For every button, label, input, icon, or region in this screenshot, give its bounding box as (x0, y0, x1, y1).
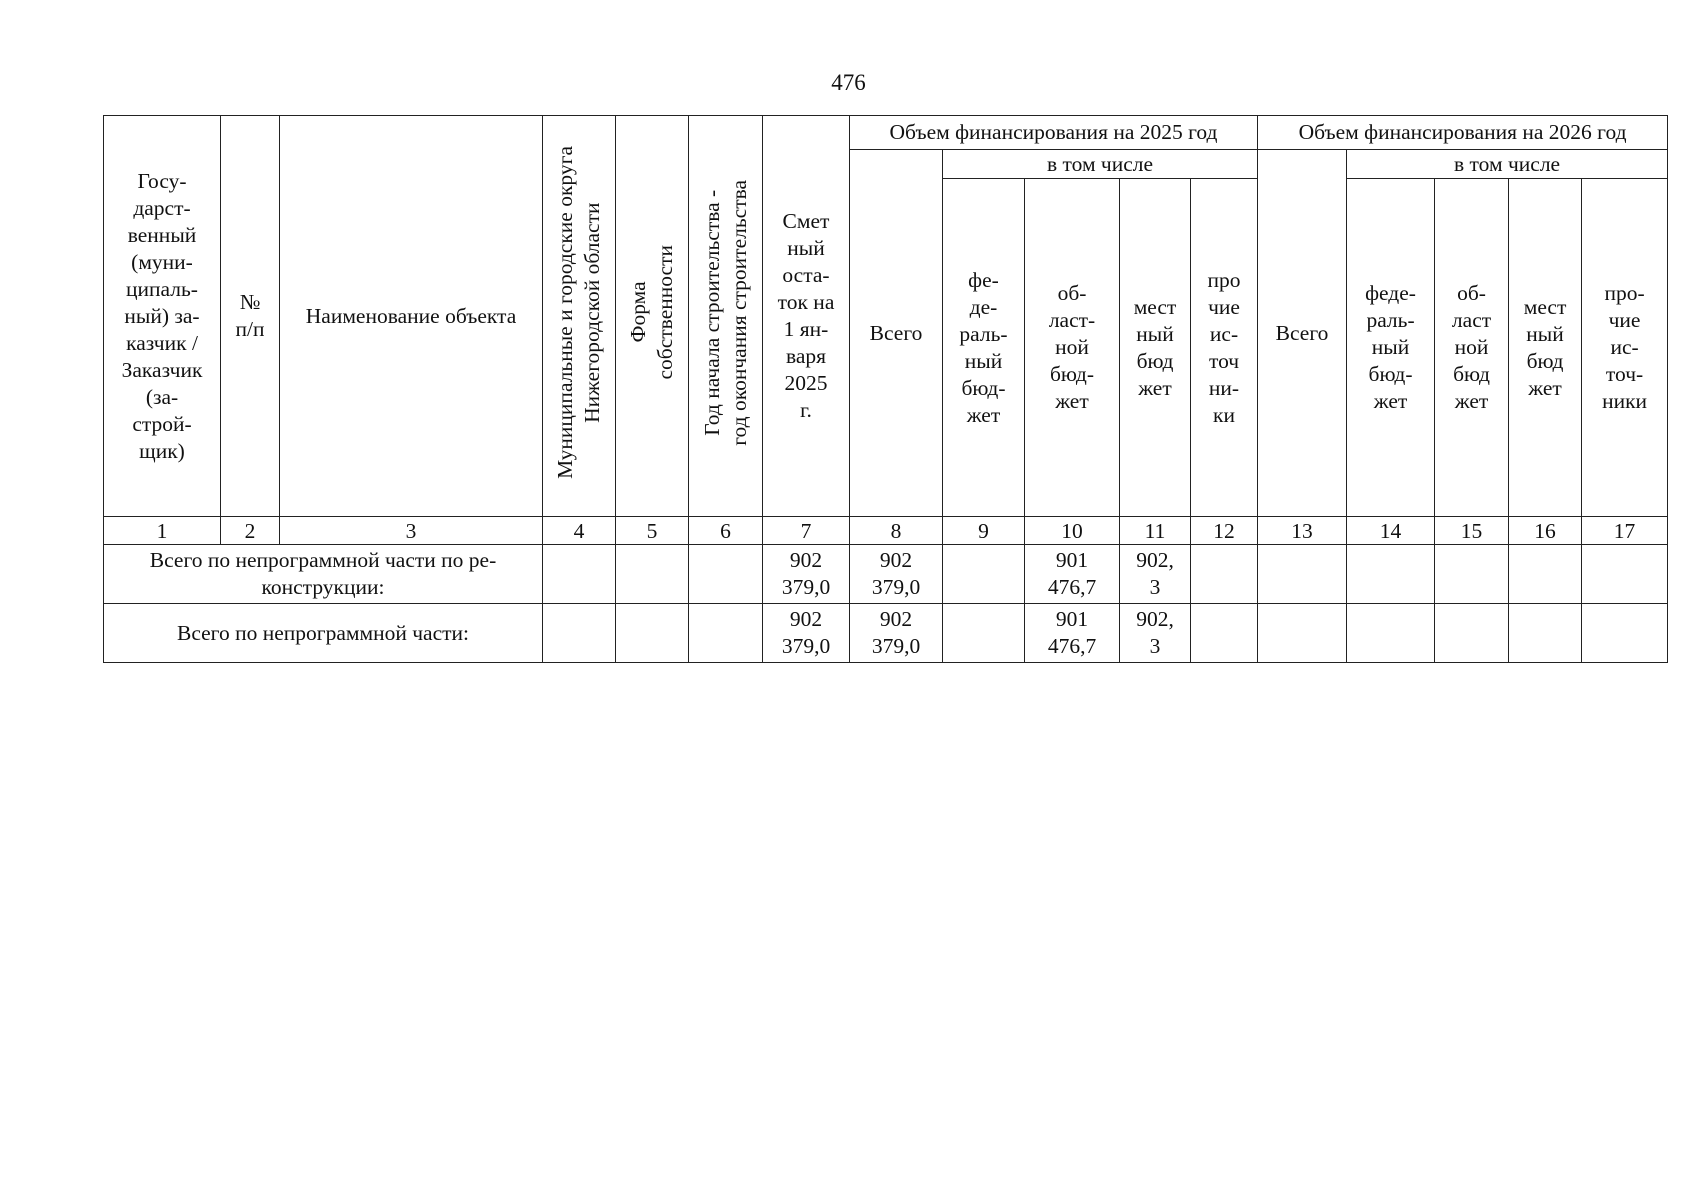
header-2026-other: про- чие ис- точ- ники (1582, 179, 1668, 517)
header-2026-total: Всего (1258, 150, 1347, 517)
header-number: № п/п (221, 116, 280, 517)
header-2025-federal: фе- де- раль- ный бюд- жет (943, 179, 1025, 517)
header-estimated-balance: Смет ный оста- ток на 1 ян- варя 2025 г. (763, 116, 850, 517)
column-number: 7 (763, 517, 850, 545)
table-cell (1258, 545, 1347, 604)
local-2025-value: 902, 3 (1120, 545, 1191, 604)
column-number: 4 (543, 517, 616, 545)
header-2025-other: про чие ис- точ ни- ки (1191, 179, 1258, 517)
column-number: 2 (221, 517, 280, 545)
estimated-balance-value: 902 379,0 (763, 604, 850, 663)
column-number: 6 (689, 517, 763, 545)
table-cell (1582, 545, 1668, 604)
column-numbers-row (104, 517, 1668, 545)
regional-2025-value: 901 476,7 (1025, 545, 1120, 604)
column-number: 5 (616, 517, 689, 545)
column-number: 16 (1509, 517, 1582, 545)
table-cell (1347, 604, 1435, 663)
table-cell (1435, 604, 1509, 663)
table-row (104, 545, 1668, 604)
table-cell (543, 545, 616, 604)
table-cell (1191, 604, 1258, 663)
row-label: Всего по непрограммной части по ре- конструкции: (104, 545, 543, 604)
table-cell (1347, 545, 1435, 604)
column-number: 10 (1025, 517, 1120, 545)
financing-table (103, 115, 1668, 663)
row-label: Всего по непрограммной части: (104, 604, 543, 663)
table-cell (1509, 545, 1582, 604)
table-cell (1191, 545, 1258, 604)
page-number: 476 (831, 70, 866, 95)
table-cell (1258, 604, 1347, 663)
federal-2025-value (943, 545, 1025, 604)
header-ownership-form-text: Форма собственности (626, 245, 677, 380)
column-number: 3 (280, 517, 543, 545)
table-cell (616, 604, 689, 663)
header-group-2025: Объем финансирования на 2025 год (850, 116, 1258, 150)
table-row (104, 604, 1668, 663)
table-cell (689, 604, 763, 663)
column-number: 15 (1435, 517, 1509, 545)
table-cell (1582, 604, 1668, 663)
header-2026-federal: феде- раль- ный бюд- жет (1347, 179, 1435, 517)
header-ownership-form (616, 116, 689, 517)
column-number: 1 (104, 517, 221, 545)
column-number: 17 (1582, 517, 1668, 545)
estimated-balance-value: 902 379,0 (763, 545, 850, 604)
table-cell (1435, 545, 1509, 604)
header-customer: Госу- дарст- венный (муни- ципаль- ный) за- казчик / Заказчик (за- строй- щик) (104, 116, 221, 517)
column-number: 12 (1191, 517, 1258, 545)
column-number: 14 (1347, 517, 1435, 545)
column-number: 8 (850, 517, 943, 545)
total-2025-value: 902 379,0 (850, 545, 943, 604)
header-2025-local: мест ный бюд жет (1120, 179, 1191, 517)
header-2026-regional: об- ласт ной бюд жет (1435, 179, 1509, 517)
local-2025-value: 902, 3 (1120, 604, 1191, 663)
header-2026-local: мест ный бюд жет (1509, 179, 1582, 517)
column-number: 9 (943, 517, 1025, 545)
federal-2025-value (943, 604, 1025, 663)
table-cell (616, 545, 689, 604)
header-group-2026: Объем финансирования на 2026 год (1258, 116, 1668, 150)
table-cell (543, 604, 616, 663)
header-2025-including: в том числе (943, 150, 1258, 179)
column-number: 13 (1258, 517, 1347, 545)
total-2025-value: 902 379,0 (850, 604, 943, 663)
regional-2025-value: 901 476,7 (1025, 604, 1120, 663)
header-construction-years (689, 116, 763, 517)
header-2025-total: Всего (850, 150, 943, 517)
header-2026-including: в том числе (1347, 150, 1668, 179)
header-construction-years-text: Год начала строительства - год окончания строительства (699, 179, 751, 446)
header-municipalities-text: Муниципальные и городские округа Нижегородской области (553, 146, 604, 479)
table-cell (1509, 604, 1582, 663)
header-object-name: Наименование объекта (280, 116, 543, 517)
header-municipalities (543, 116, 616, 517)
table-cell (689, 545, 763, 604)
column-number: 11 (1120, 517, 1191, 545)
header-2025-regional: об- ласт- ной бюд- жет (1025, 179, 1120, 517)
